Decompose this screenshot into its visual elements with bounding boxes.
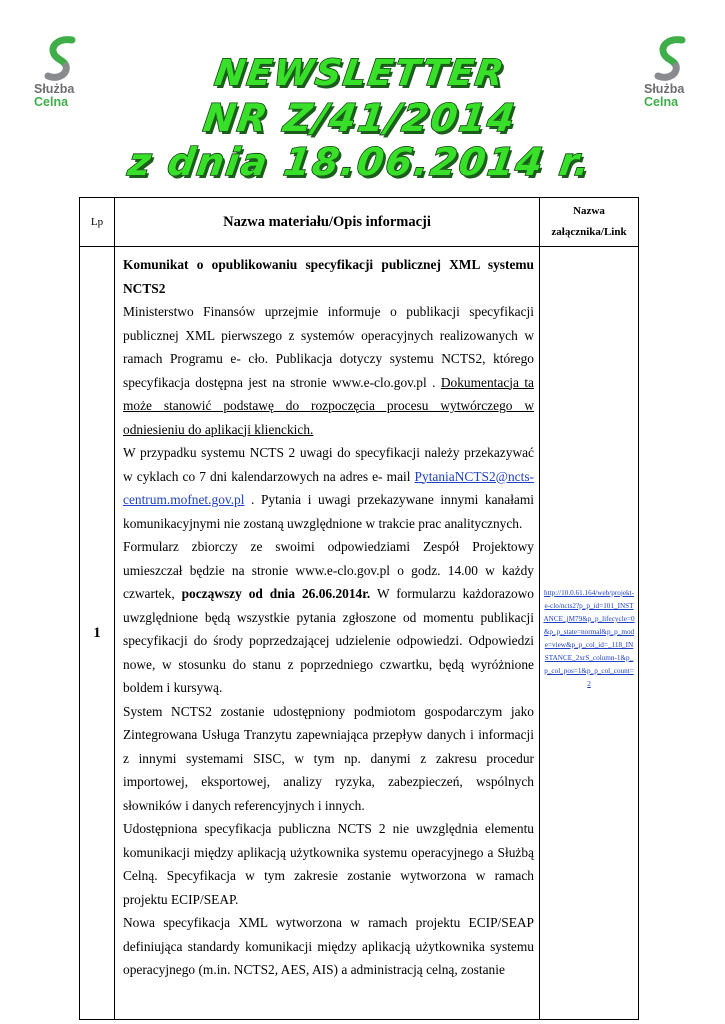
paragraph-3-bold-date: począwszy od dnia 26.06.2014r. (181, 586, 371, 601)
table-header-row (80, 198, 639, 247)
paragraph-3 (123, 535, 534, 700)
paragraph-3-text-b: W formularzu każdorazowo uwzględnione będą wszystkie pytania zgłoszone od momentu publikacji specyfikacji do środy poprzedzającej udzielenie odpowiedzi. Odpowiedzi nowe, w stosunku do stanu z poprzedniego czwartku, będą wyróżnione boldem i kursywą. (123, 586, 535, 695)
logo-line-1: Służba (644, 82, 685, 96)
attachment-link[interactable]: http://10.0.61.164/web/projekt-e-clo/ncts2?p_p_id=101_INSTANCE_jM79&p_p_lifecycle=0&p_p_state=normal&p_p_mode=view&p_p_col_id=_118_INSTANCE_2xrS_column-1&p_p_col_pos=1&p_p_col_count=2 (543, 589, 635, 688)
logo-wordmark (644, 83, 704, 109)
paragraph-6: Nowa specyfikacja XML wytworzona w ramach projektu ECIP/SEAP definiująca standardy komunikacji między aplikacją użytkownika systemu operacyjnego (m.in. NCTS2, AES, AIS) a administracją celną, zostanie (123, 915, 534, 977)
paragraph-1-text: Ministerstwo Finansów uprzejmie informuje o publikacji specyfikacji publicznej XML pierwszego z systemów operacyjnych realizowanych w ramach Programu e- cło. Publikacja dotyczy systemu NCTS2, którego specyfikacja dostępna jest na stronie www.e-clo.gov.pl . (123, 304, 534, 390)
row-title: Komunikat o opublikowaniu specyfikacji publicznej XML systemu NCTS2 (123, 257, 534, 296)
sluzba-celna-emblem-icon (42, 36, 76, 82)
row-attachment (540, 247, 639, 1020)
row-lp: 1 (80, 247, 115, 1020)
email-link[interactable]: PytaniaNCTS2@ncts-centrum.mofnet.gov.pl (123, 468, 534, 507)
paragraph-2-text-b: . Pytania i uwagi przekazywane innymi kanałami komunikacyjnymi nie zostaną uwzględnione w trakcie prac analitycznych. (123, 492, 534, 531)
paragraph-3-text-a: Formularz zbiorczy ze swoimi odpowiedziami Zespół Projektowy umieszczał będzie na stronie www.e-clo.gov.pl o godz. 14.00 w każdy czwartek, (123, 539, 534, 601)
logo-line-1: Służba (34, 82, 75, 96)
table-row (80, 247, 639, 1020)
sluzba-celna-logo-right (644, 36, 704, 116)
sluzba-celna-logo-left (34, 36, 94, 116)
documentation-link[interactable]: Dokumentacja ta może stanowić podstawę do rozpoczęcia procesu wytwórczego w odniesieniu do aplikacji klienckich. (123, 374, 534, 437)
paragraph-5: Udostępniona specyfikacja publiczna NCTS 2 nie uwzględnia elementu komunikacji między aplikacją użytkownika systemu operacyjnego a Służbą Celną. Specyfikacja w tym zakresie zostanie wytworzona w ramach projektu ECIP/SEAP. (123, 821, 534, 907)
header-name: Nazwa materiału/Opis informacji (115, 198, 540, 247)
header-attachment: Nazwa załącznika/Link (540, 198, 639, 247)
banner-number: NR Z/41/2014 (200, 96, 520, 140)
paragraph-2-text-a: W przypadku systemu NCTS 2 uwagi do specyfikacji należy przekazywać w cyklach co 7 dni kalendarzowych na adres e- mail (123, 445, 534, 484)
newsletter-table (79, 197, 639, 1020)
sluzba-celna-emblem-icon (652, 36, 686, 82)
paragraph-2 (123, 441, 534, 535)
logo-wordmark (34, 83, 94, 109)
row-description (115, 247, 540, 1020)
paragraph-4: System NCTS2 zostanie udostępniony podmiotom gospodarczym jako Zintegrowana Usługa Tranzytu zapewniająca przepływ danych i informacji z innymi systemami SISC, w tym np. danymi z zakresu procedur importowej, eksportowej, analizy ryzyka, zabezpieczeń, wspólnych słowników i danych referencyjnych i innych. (123, 703, 534, 813)
banner-date: z dnia 18.06.2014 r. (125, 140, 595, 184)
banner-title: NEWSLETTER (212, 53, 509, 94)
header-lp: Lp (80, 198, 115, 247)
logo-line-2: Celna (34, 95, 69, 109)
newsletter-banner (110, 52, 610, 184)
paragraph-1 (123, 300, 534, 441)
logo-line-2: Celna (644, 95, 679, 109)
